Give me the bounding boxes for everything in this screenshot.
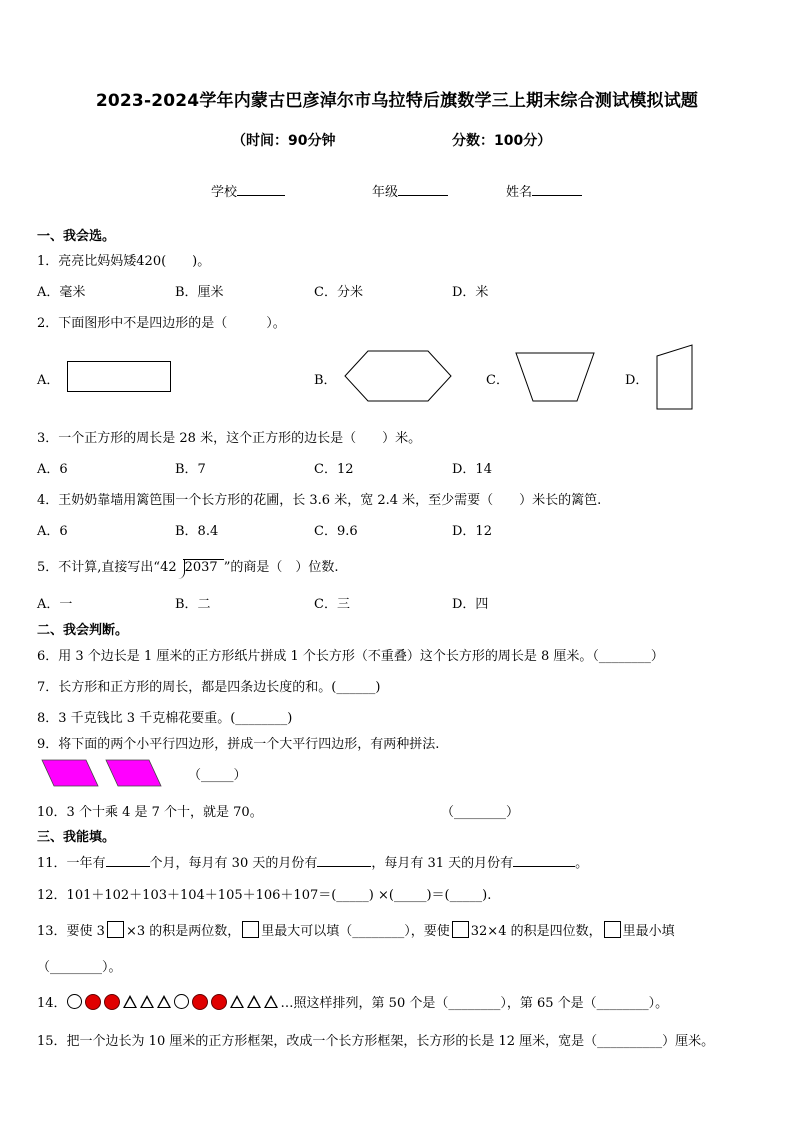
q5-option-a[interactable]: A．一 <box>37 597 73 612</box>
q2-option-d[interactable]: D． <box>625 373 649 388</box>
grade-field[interactable]: 年级 <box>372 181 448 200</box>
red-circle-icon <box>104 994 120 1010</box>
triangle-icon <box>157 995 171 1008</box>
question-8: 8．3 千克钱比 3 千克棉花要重。(________) <box>37 711 293 726</box>
parallelograms-figure <box>42 759 162 787</box>
question-3: 3．一个正方形的周长是 28 米，这个正方形的边长是（ ）米。 <box>37 431 422 446</box>
q1-option-b[interactable]: B．厘米 <box>175 285 224 300</box>
blank-box <box>107 921 124 938</box>
question-14: 14． …照这样排列，第 50 个是（________），第 65 个是（________）。 <box>37 992 668 1011</box>
question-2: 2．下面图形中不是四边形的是（ ）。 <box>37 316 286 331</box>
page-title: 2023-2024学年内蒙古巴彦淖尔市乌拉特后旗数学三上期末综合测试模拟试题 <box>95 91 699 111</box>
hexagon-shape <box>344 350 452 402</box>
q3-option-b[interactable]: B．7 <box>175 462 206 477</box>
question-13-line2: （________）。 <box>37 960 122 975</box>
section-fill: 三、我能填。 <box>37 830 116 845</box>
question-10: 10．3 个十乘 4 是 7 个十，就是 70。 <box>37 805 263 820</box>
question-11: 11．一年有 个月，每月有 30 天的月份有 ，每月有 31 天的月份有 。 <box>37 856 589 871</box>
exam-time: （时间：90分钟 <box>232 133 336 149</box>
question-13: 13．要使 3 ×3 的积是两位数， 里最大可以填（________），要使 32×4 的积是四位数， 里最小填 <box>37 920 675 939</box>
triangle-icon <box>140 995 154 1008</box>
q4-option-a[interactable]: A．6 <box>37 524 68 539</box>
q3-option-d[interactable]: D．14 <box>452 462 492 477</box>
question-9: 9．将下面的两个小平行四边形，拼成一个大平行四边形，有两种拼法. <box>37 737 440 752</box>
question-1: 1．亮亮比妈妈矮420( )。 <box>37 254 211 269</box>
q5-option-c[interactable]: C．三 <box>314 597 350 612</box>
question-7: 7．长方形和正方形的周长，都是四条边长度的和。(______) <box>37 680 381 695</box>
blank-box <box>242 921 259 938</box>
section-judge: 二、我会判断。 <box>37 623 129 638</box>
red-circle-icon <box>192 994 208 1010</box>
shape-sequence <box>67 994 281 1010</box>
school-field[interactable]: 学校 <box>211 181 285 200</box>
open-circle-icon <box>174 994 189 1009</box>
q2-option-b[interactable]: B． <box>314 373 337 388</box>
q2-option-a[interactable]: A． <box>37 373 60 388</box>
q2-option-c[interactable]: C． <box>486 373 509 388</box>
long-division-bracket: 2037 <box>183 559 224 575</box>
triangle-icon <box>230 995 244 1008</box>
q4-option-d[interactable]: D．12 <box>452 524 492 539</box>
trapezoid-shape <box>515 352 595 402</box>
red-circle-icon <box>85 994 101 1010</box>
q5-option-d[interactable]: D．四 <box>452 597 489 612</box>
exam-score: 分数：100分） <box>452 133 552 149</box>
rectangle-shape <box>67 361 171 392</box>
right-trapezoid-shape <box>656 344 693 410</box>
q4-option-c[interactable]: C．9.6 <box>314 524 358 539</box>
blank-box <box>452 921 469 938</box>
triangle-icon <box>247 995 261 1008</box>
question-12: 12．101＋102＋103＋104＋105＋106＋107＝(_____) ×(_____)＝(_____). <box>37 888 492 903</box>
q1-option-d[interactable]: D．米 <box>452 285 489 300</box>
q5-option-b[interactable]: B．二 <box>175 597 211 612</box>
triangle-icon <box>264 995 278 1008</box>
q1-option-c[interactable]: C．分米 <box>314 285 363 300</box>
q10-answer[interactable]: （________） <box>441 805 520 820</box>
open-circle-icon <box>67 994 82 1009</box>
q3-option-a[interactable]: A．6 <box>37 462 68 477</box>
name-field[interactable]: 姓名 <box>506 181 582 200</box>
divisor: 42 <box>160 560 177 575</box>
blank-box <box>604 921 621 938</box>
red-circle-icon <box>211 994 227 1010</box>
question-4: 4．王奶奶靠墙用篱笆围一个长方形的花圃，长 3.6 米，宽 2.4 米，至少需要（ ）米长的篱笆. <box>37 493 602 508</box>
question-6: 6．用 3 个边长是 1 厘米的正方形纸片拼成 1 个长方形（不重叠）这个长方形的周长是 8 厘米。（________） <box>37 649 664 664</box>
section-choice: 一、我会选。 <box>37 229 116 244</box>
q9-answer[interactable]: （_____） <box>188 768 247 783</box>
question-5: 5．不计算,直接写出“42 2037 ”的商是（ ）位数. <box>37 560 339 575</box>
q3-option-c[interactable]: C．12 <box>314 462 354 477</box>
q4-option-b[interactable]: B．8.4 <box>175 524 219 539</box>
question-15: 15．把一个边长为 10 厘米的正方形框架，改成一个长方形框架，长方形的长是 12 厘米，宽是（__________）厘米。 <box>37 1034 715 1049</box>
triangle-icon <box>123 995 137 1008</box>
q1-option-a[interactable]: A．毫米 <box>37 285 86 300</box>
